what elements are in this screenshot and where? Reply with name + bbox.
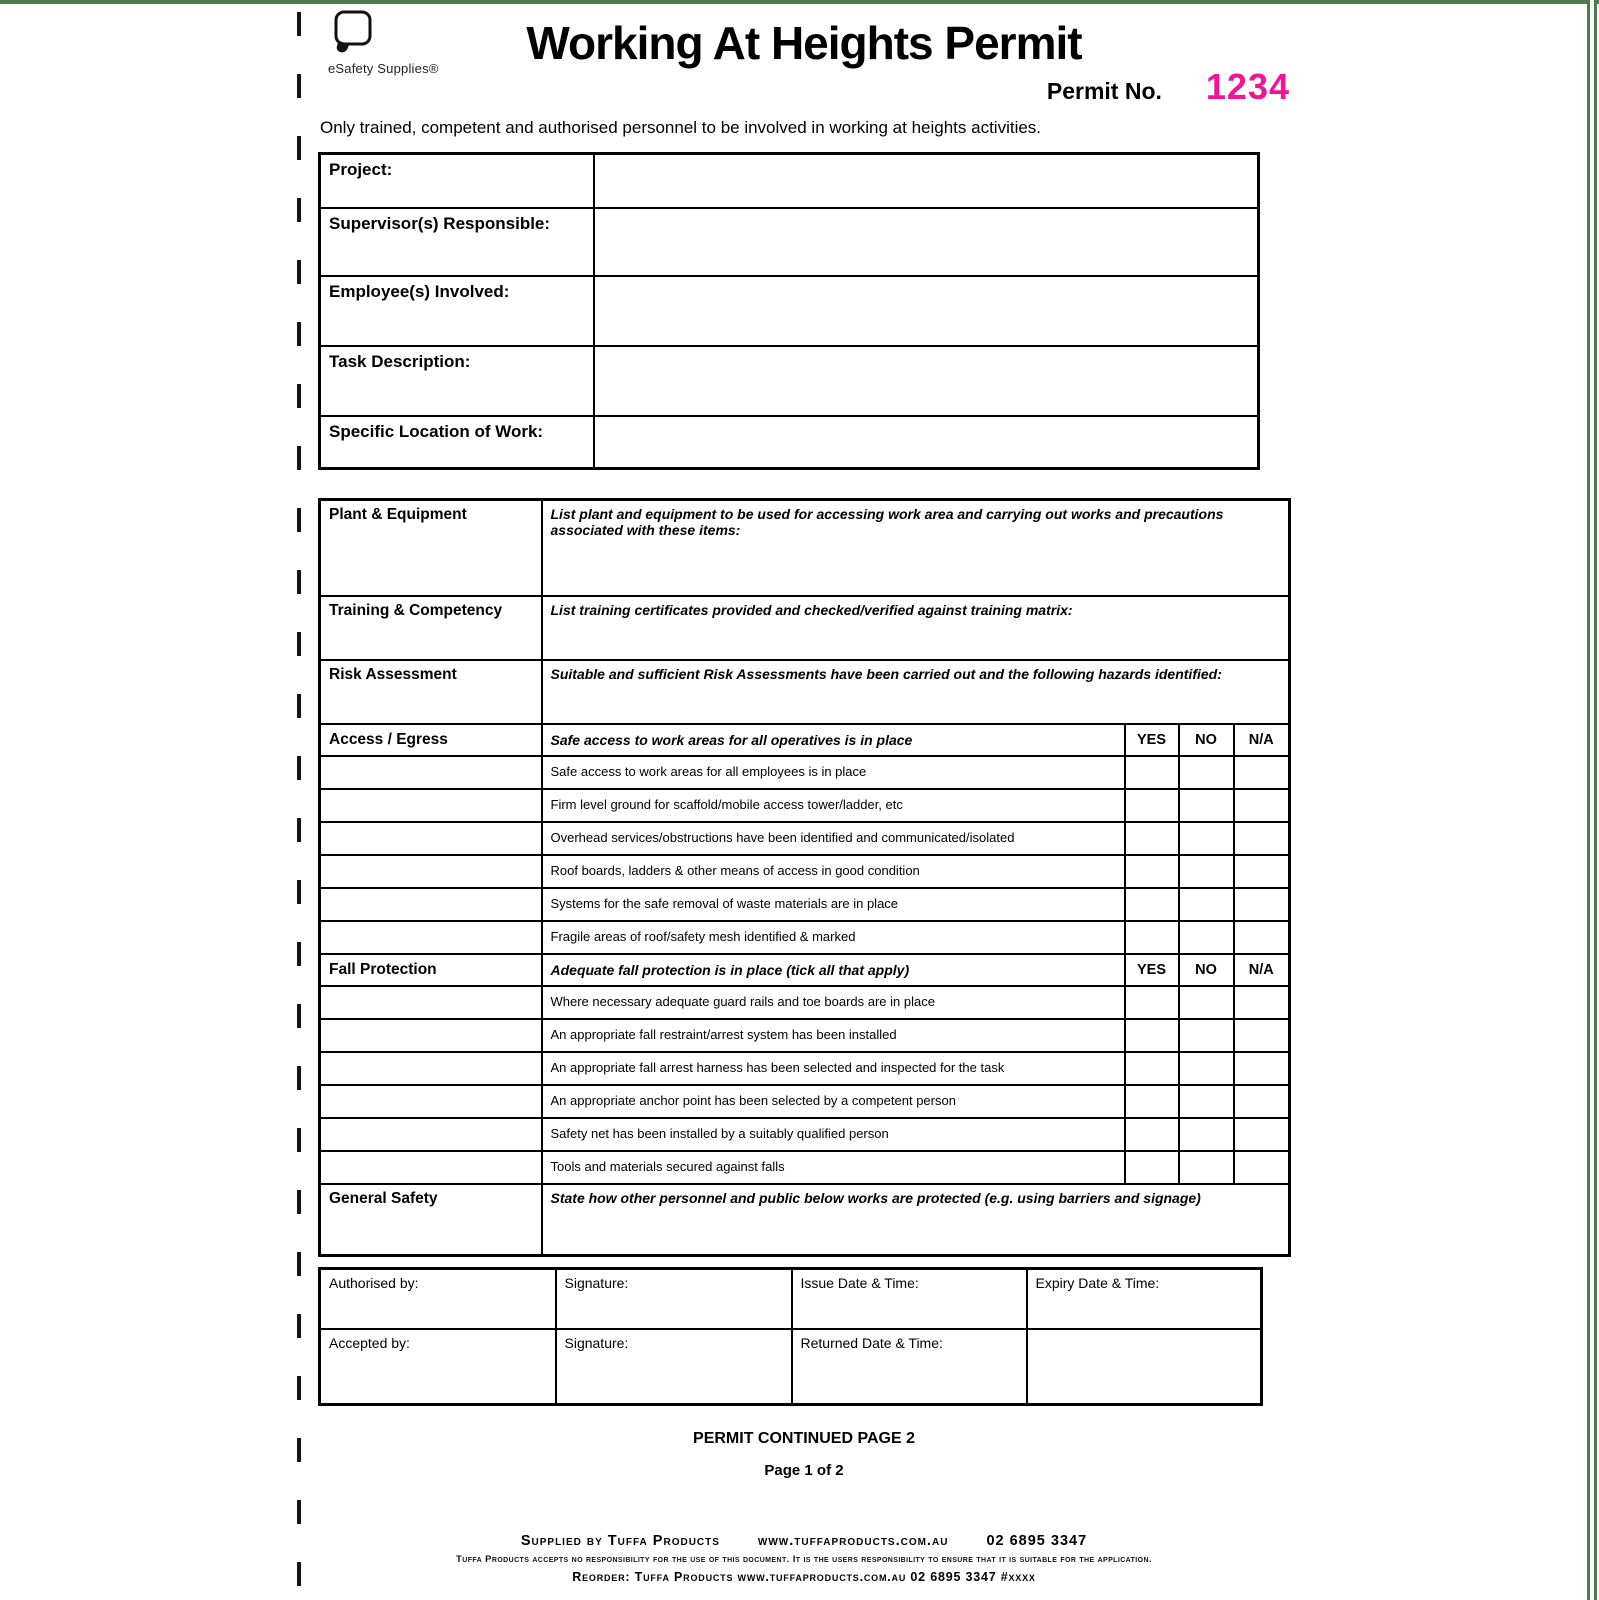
permit-number-value: 1234 [1205, 66, 1290, 107]
na-checkbox-cell [1234, 756, 1290, 789]
section-description-plant-equipment: List plant and equipment to be used for accessing work area and carrying out works and precautions associated with these items: [542, 500, 1290, 596]
no-checkbox-cell [1179, 1052, 1234, 1085]
column-header-na: N/A [1234, 954, 1290, 986]
supplier-phone: 02 6895 3347 [986, 1533, 1088, 1549]
na-checkbox-cell [1234, 986, 1290, 1019]
table-row [320, 1329, 1262, 1405]
checklist-item-text: Tools and materials secured against falls [542, 1151, 1125, 1184]
logo-text: eSafety Supplies® [328, 61, 439, 76]
no-checkbox-cell [1179, 1151, 1234, 1184]
signoff-table [318, 1267, 1263, 1406]
no-checkbox-cell [1179, 822, 1234, 855]
na-checkbox-cell [1234, 888, 1290, 921]
field-value-supervisor [594, 208, 1259, 276]
empty-label-cell [320, 756, 542, 789]
checklist-item-text: An appropriate fall arrest harness has been selected and inspected for the task [542, 1052, 1125, 1085]
table-row [320, 855, 1290, 888]
section-label-plant-equipment: Plant & Equipment [320, 500, 542, 596]
document-footer [318, 1430, 1290, 1584]
esafety-logo [328, 8, 448, 76]
section-description-training-competency: List training certificates provided and checked/verified against training matrix: [542, 596, 1290, 660]
section-description-fall-protection: Adequate fall protection is in place (tick all that apply) [542, 954, 1125, 986]
permit-continued-note: PERMIT CONTINUED PAGE 2 [693, 1430, 915, 1447]
yes-checkbox-cell [1125, 921, 1179, 954]
checklist-item-text: Firm level ground for scaffold/mobile access tower/ladder, etc [542, 789, 1125, 822]
returned-date-time-cell: Returned Date & Time: [792, 1329, 1027, 1405]
checklist-item-text: Where necessary adequate guard rails and toe boards are in place [542, 986, 1125, 1019]
column-header-yes: YES [1125, 724, 1179, 756]
no-checkbox-cell [1179, 921, 1234, 954]
field-label-task-description: Task Description: [320, 346, 594, 416]
na-checkbox-cell [1234, 1052, 1290, 1085]
field-label-employees: Employee(s) Involved: [320, 276, 594, 346]
permit-number-label: Permit No. [1046, 78, 1162, 104]
na-checkbox-cell [1234, 1118, 1290, 1151]
empty-label-cell [320, 855, 542, 888]
authorised-by-cell: Authorised by: [320, 1269, 556, 1329]
document-content [318, 6, 1290, 1584]
checklist-item-text: Fragile areas of roof/safety mesh identified & marked [542, 921, 1125, 954]
checklist-item-text: Roof boards, ladders & other means of access in good condition [542, 855, 1125, 888]
table-row [320, 1184, 1290, 1256]
field-label-location: Specific Location of Work: [320, 416, 594, 469]
checklist-item-text: An appropriate fall restraint/arrest system has been installed [542, 1019, 1125, 1052]
table-row [320, 986, 1290, 1019]
yes-checkbox-cell [1125, 1151, 1179, 1184]
empty-signoff-cell [1027, 1329, 1262, 1405]
no-checkbox-cell [1179, 1019, 1234, 1052]
checklist-item-text: Safety net has been installed by a suitably qualified person [542, 1118, 1125, 1151]
yes-checkbox-cell [1125, 986, 1179, 1019]
permit-number-line [1047, 66, 1290, 108]
page-title: Working At Heights Permit [526, 17, 1082, 69]
issue-date-time-cell: Issue Date & Time: [792, 1269, 1027, 1329]
yes-checkbox-cell [1125, 822, 1179, 855]
field-value-location [594, 416, 1259, 469]
table-row [320, 500, 1290, 596]
yes-checkbox-cell [1125, 756, 1179, 789]
empty-label-cell [320, 1052, 542, 1085]
section-label-training-competency: Training & Competency [320, 596, 542, 660]
checklist-item-text: An appropriate anchor point has been selected by a competent person [542, 1085, 1125, 1118]
accepted-by-cell: Accepted by: [320, 1329, 556, 1405]
column-header-na: N/A [1234, 724, 1290, 756]
yes-checkbox-cell [1125, 789, 1179, 822]
table-row [320, 1151, 1290, 1184]
authorised-signature-cell: Signature: [556, 1269, 792, 1329]
empty-label-cell [320, 986, 542, 1019]
empty-label-cell [320, 789, 542, 822]
na-checkbox-cell [1234, 789, 1290, 822]
section-label-risk-assessment: Risk Assessment [320, 660, 542, 724]
checklist-item-text: Safe access to work areas for all employees is in place [542, 756, 1125, 789]
table-row [320, 660, 1290, 724]
checklist-table [318, 498, 1291, 1257]
na-checkbox-cell [1234, 1151, 1290, 1184]
table-row [320, 789, 1290, 822]
empty-label-cell [320, 888, 542, 921]
table-row [320, 1052, 1290, 1085]
table-row [320, 346, 1259, 416]
checklist-item-text: Overhead services/obstructions have been identified and communicated/isolated [542, 822, 1125, 855]
intro-statement: Only trained, competent and authorised personnel to be involved in working at heights activities. [320, 118, 1042, 137]
column-header-no: NO [1179, 954, 1234, 986]
yes-checkbox-cell [1125, 855, 1179, 888]
no-checkbox-cell [1179, 789, 1234, 822]
no-checkbox-cell [1179, 855, 1234, 888]
field-value-employees [594, 276, 1259, 346]
supplier-line [318, 1533, 1290, 1549]
table-row [320, 276, 1259, 346]
section-label-general-safety: General Safety [320, 1184, 542, 1256]
document-header [318, 6, 1290, 108]
yes-checkbox-cell [1125, 1085, 1179, 1118]
supplier-website: www.tuffaproducts.com.au [757, 1533, 949, 1549]
table-row [320, 1019, 1290, 1052]
page-right-border [1587, 0, 1597, 1600]
table-row [320, 154, 1259, 208]
field-label-supervisor: Supervisor(s) Responsible: [320, 208, 594, 276]
column-header-yes: YES [1125, 954, 1179, 986]
table-row [320, 822, 1290, 855]
no-checkbox-cell [1179, 1118, 1234, 1151]
na-checkbox-cell [1234, 1085, 1290, 1118]
table-row [320, 1269, 1262, 1329]
column-header-no: NO [1179, 724, 1234, 756]
table-row [320, 724, 1290, 756]
na-checkbox-cell [1234, 855, 1290, 888]
table-row [320, 208, 1259, 276]
details-table [318, 152, 1260, 470]
reorder-line: Reorder: Tuffa Products www.tuffaproducts.com.au 02 6895 3347 #xxxx [572, 1570, 1036, 1584]
empty-label-cell [320, 921, 542, 954]
table-row [320, 954, 1290, 986]
page-number: Page 1 of 2 [764, 1462, 844, 1479]
no-checkbox-cell [1179, 756, 1234, 789]
no-checkbox-cell [1179, 986, 1234, 1019]
yes-checkbox-cell [1125, 888, 1179, 921]
yes-checkbox-cell [1125, 1118, 1179, 1151]
supplier-name: Supplied by Tuffa Products [520, 1533, 720, 1549]
empty-label-cell [320, 1118, 542, 1151]
table-row [320, 888, 1290, 921]
disclaimer-text: Tuffa Products accepts no responsibility for the use of this document. It is the users responsibility to ensure that it is suitable for the application. [456, 1554, 1152, 1565]
yes-checkbox-cell [1125, 1019, 1179, 1052]
no-checkbox-cell [1179, 1085, 1234, 1118]
na-checkbox-cell [1234, 1019, 1290, 1052]
checklist-item-text: Systems for the safe removal of waste materials are in place [542, 888, 1125, 921]
table-row [320, 416, 1259, 469]
section-description-access-egress: Safe access to work areas for all operatives is in place [542, 724, 1125, 756]
no-checkbox-cell [1179, 888, 1234, 921]
table-row [320, 921, 1290, 954]
section-label-access-egress: Access / Egress [320, 724, 542, 756]
empty-label-cell [320, 1085, 542, 1118]
table-row [320, 1118, 1290, 1151]
field-value-project [594, 154, 1259, 208]
na-checkbox-cell [1234, 822, 1290, 855]
field-label-project: Project: [320, 154, 594, 208]
section-description-risk-assessment: Suitable and sufficient Risk Assessments have been carried out and the following hazards identified: [542, 660, 1290, 724]
table-row [320, 1085, 1290, 1118]
section-label-fall-protection: Fall Protection [320, 954, 542, 986]
speech-bubble-icon [328, 8, 374, 54]
section-description-general-safety: State how other personnel and public below works are protected (e.g. using barriers and signage) [542, 1184, 1290, 1256]
table-row [320, 756, 1290, 789]
empty-label-cell [320, 1151, 542, 1184]
expiry-date-time-cell: Expiry Date & Time: [1027, 1269, 1262, 1329]
perforation-dashed-line [297, 12, 301, 1600]
field-value-task-description [594, 346, 1259, 416]
page-top-border [0, 0, 1599, 4]
empty-label-cell [320, 1019, 542, 1052]
yes-checkbox-cell [1125, 1052, 1179, 1085]
table-row [320, 596, 1290, 660]
na-checkbox-cell [1234, 921, 1290, 954]
empty-label-cell [320, 822, 542, 855]
accepted-signature-cell: Signature: [556, 1329, 792, 1405]
